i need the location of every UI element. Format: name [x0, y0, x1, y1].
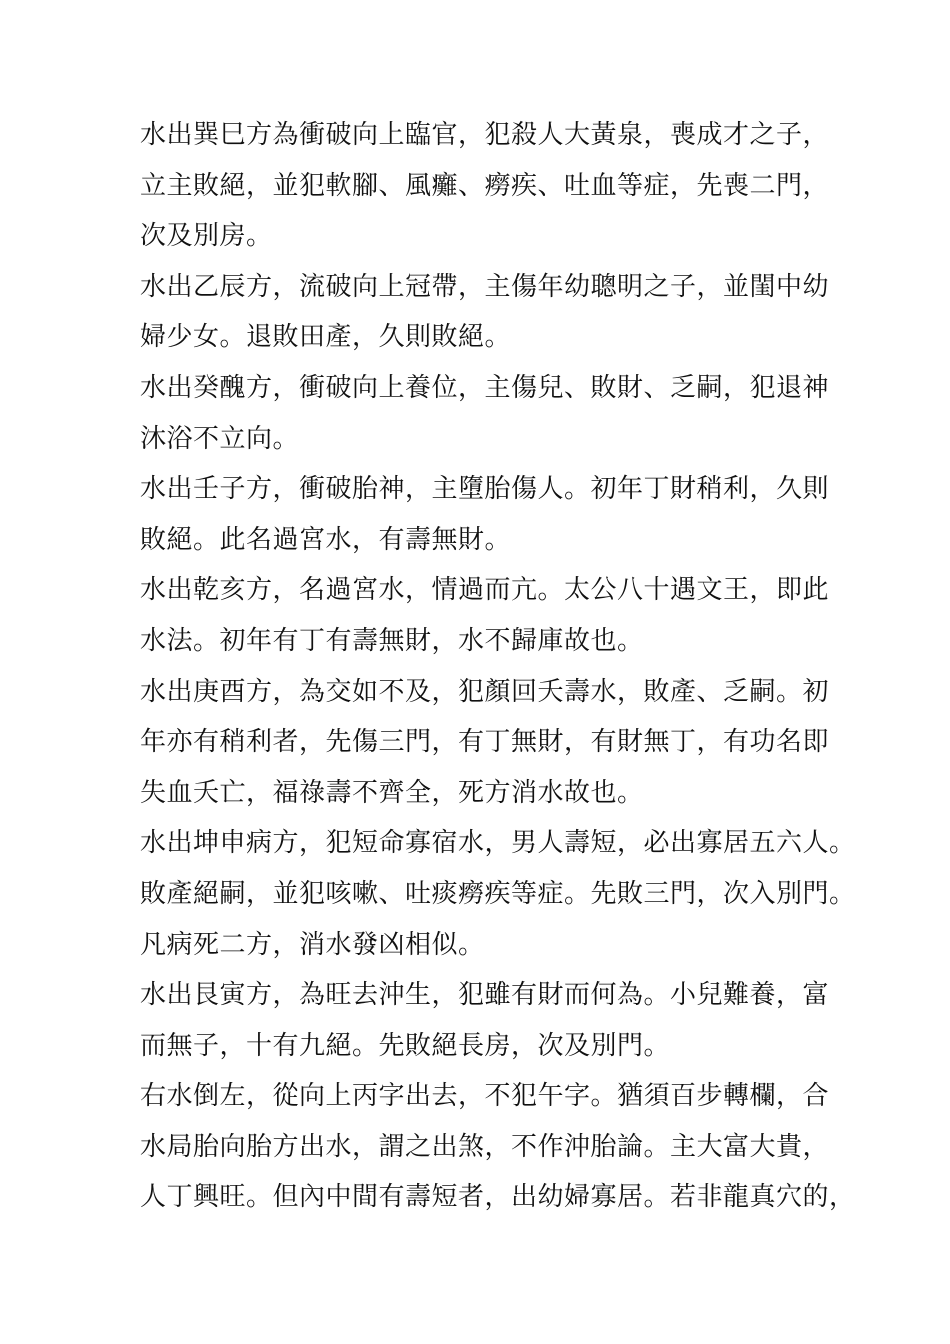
text-line: 水出壬子方，衝破胎神，主墮胎傷人。初年丁財稍利，久則	[140, 474, 830, 505]
text-line: 立主敗絕，並犯軟腳、風癱、癆疾、吐血等症，先喪二門，	[140, 170, 830, 201]
text-line: 失血夭亡，福祿壽不齊全，死方消水故也。	[140, 777, 644, 808]
text-line: 右水倒左，從向上丙字出去，不犯午字。猶須百步轉欄，合	[140, 1081, 830, 1112]
text-line: 敗產絕嗣，並犯咳嗽、吐痰癆疾等症。先敗三門，次入別門。	[140, 878, 856, 909]
paragraph-4	[140, 464, 830, 565]
paragraph-2	[140, 262, 830, 363]
text-line: 而無子，十有九絕。先敗絕長房，次及別門。	[140, 1030, 671, 1061]
paragraph-7	[140, 818, 856, 970]
text-line: 凡病死二方，消水發凶相似。	[140, 929, 485, 960]
text-line: 水出庚酉方，為交如不及，犯顏回夭壽水，敗產、乏嗣。初	[140, 676, 830, 707]
text-line: 婦少女。退敗田產，久則敗絕。	[140, 322, 512, 353]
text-line: 次及別房。	[140, 221, 273, 252]
text-line: 沐浴不立向。	[140, 423, 300, 454]
text-line: 水局胎向胎方出水，謂之出煞，不作沖胎論。主大富大貴，	[140, 1131, 830, 1162]
text-line: 人丁興旺。但內中間有壽短者，出幼婦寡居。若非龍真穴的，	[140, 1182, 856, 1213]
paragraph-1	[140, 110, 830, 262]
paragraph-3	[140, 363, 830, 464]
paragraph-5	[140, 565, 830, 666]
text-line: 年亦有稍利者，先傷三門，有丁無財，有財無丁，有功名即	[140, 727, 830, 758]
document-body	[140, 110, 856, 1223]
paragraph-8	[140, 970, 830, 1071]
text-line: 水出巽巳方為衝破向上臨官，犯殺人大黃泉，喪成才之子，	[140, 120, 830, 150]
paragraph-6	[140, 667, 830, 819]
text-line: 水出乾亥方，名過宮水，情過而亢。太公八十遇文王，即此	[140, 575, 830, 606]
text-line: 敗絕。此名過宮水，有壽無財。	[140, 524, 512, 555]
text-line: 水出癸醜方，衝破向上養位，主傷兒、敗財、乏嗣，犯退神	[140, 372, 830, 403]
paragraph-9	[140, 1071, 856, 1223]
text-line: 水出乙辰方，流破向上冠帶，主傷年幼聰明之子，並閨中幼	[140, 271, 830, 302]
text-line: 水出艮寅方，為旺去沖生，犯雖有財而何為。小兒難養，富	[140, 980, 830, 1011]
text-line: 水法。初年有丁有壽無財，水不歸庫故也。	[140, 625, 644, 656]
text-line: 水出坤申病方，犯短命寡宿水，男人壽短，必出寡居五六人。	[140, 828, 856, 859]
